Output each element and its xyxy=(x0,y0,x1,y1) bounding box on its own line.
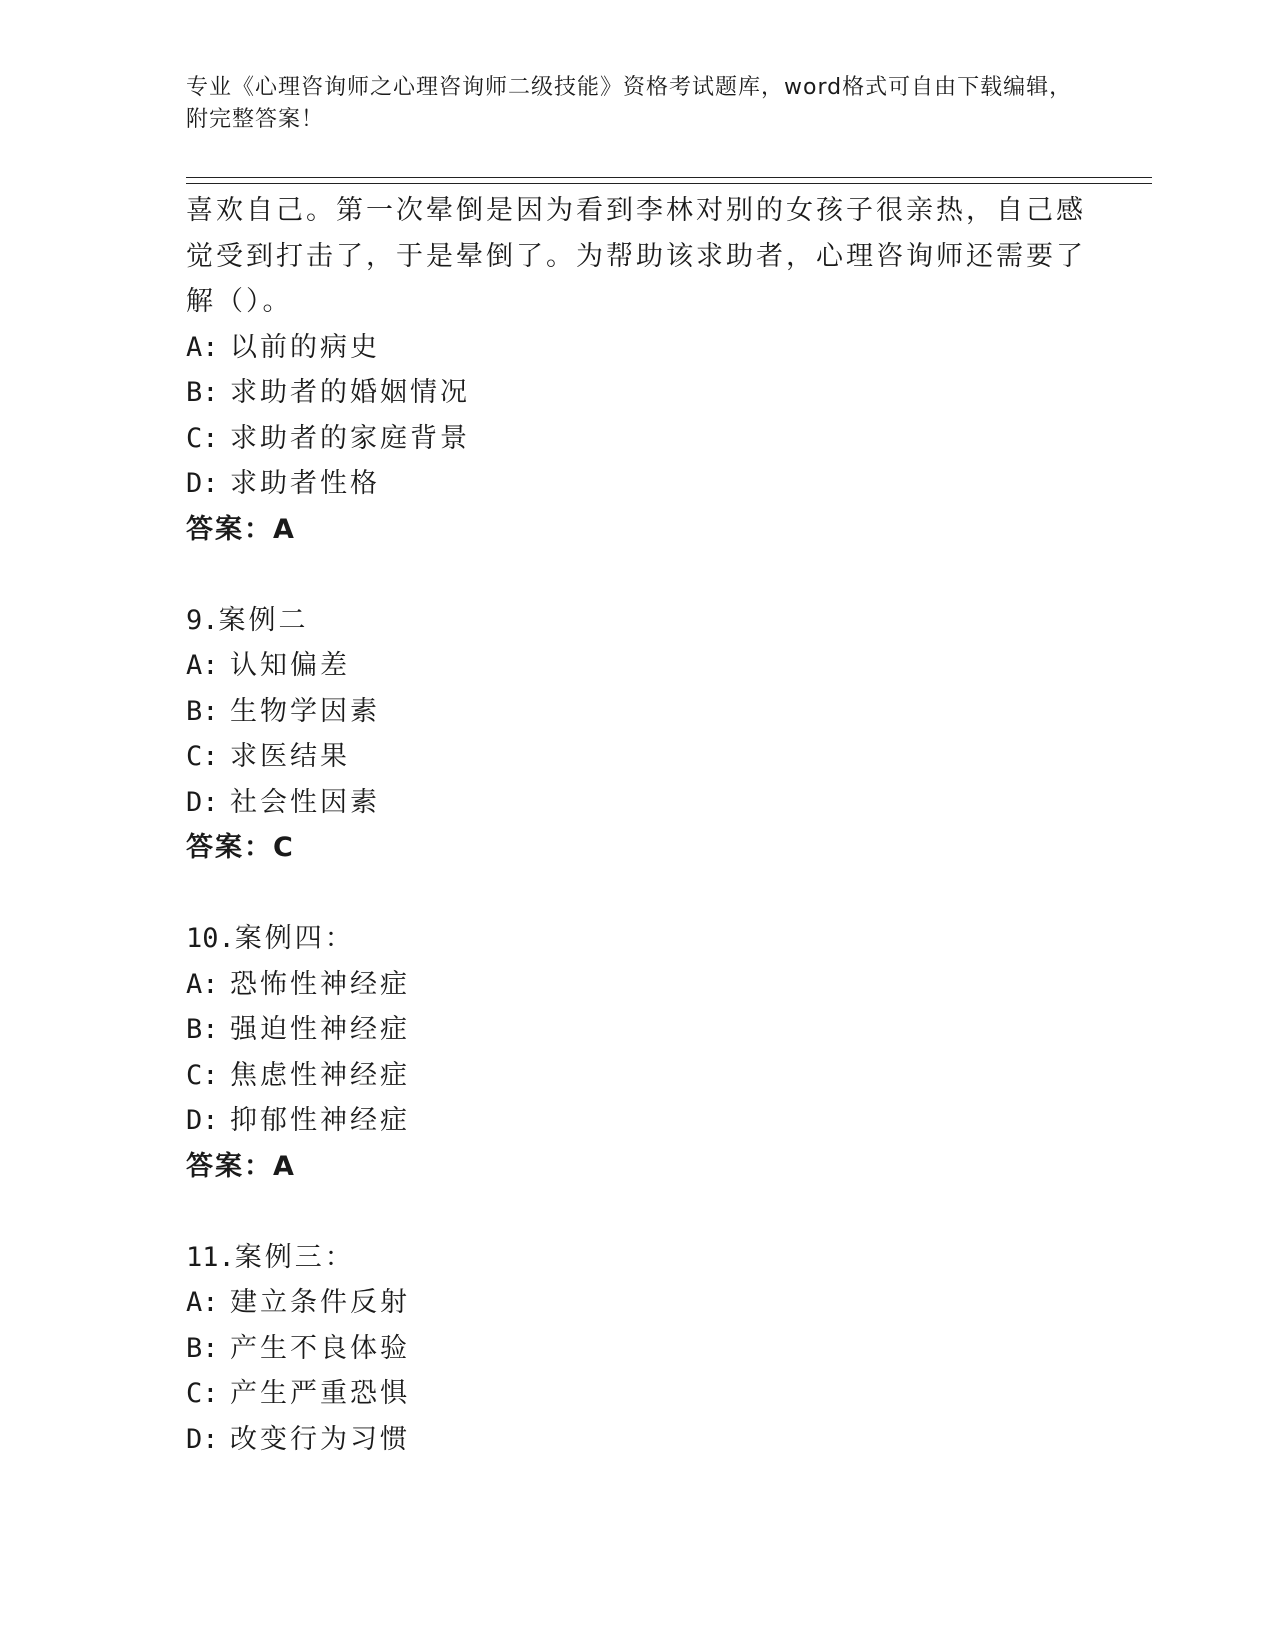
answer-line: 答案：A xyxy=(186,1150,296,1182)
option-c xyxy=(186,1371,1076,1417)
option-letter: A: xyxy=(186,331,219,363)
option-d xyxy=(186,1098,1076,1144)
option-d xyxy=(186,780,1076,826)
answer-line: 答案：C xyxy=(186,832,295,863)
spacer xyxy=(186,552,1076,598)
option-b xyxy=(186,370,1076,416)
option-text: 求医结果 xyxy=(230,741,350,772)
option-letter: A: xyxy=(186,650,219,681)
option-letter: C: xyxy=(186,1059,219,1091)
option-b xyxy=(186,1007,1076,1053)
option-text: 建立条件反射 xyxy=(230,1287,410,1318)
option-a xyxy=(186,643,1076,689)
question-title-text: 案例三： xyxy=(234,1241,355,1273)
question-10 xyxy=(186,916,1076,1189)
option-letter: D: xyxy=(186,468,219,499)
option-text: 求助者的家庭背景 xyxy=(230,422,470,454)
spacer xyxy=(186,871,1076,917)
option-c xyxy=(186,416,1076,462)
option-text: 恐怖性神经症 xyxy=(230,968,410,1000)
option-letter: C: xyxy=(186,1378,219,1409)
option-letter: D: xyxy=(186,1423,219,1455)
spacer xyxy=(186,1189,1076,1235)
option-d xyxy=(186,461,1076,507)
question-text-line: 喜欢自己。第一次晕倒是因为看到李林对别的女孩子很亲热，自己感 xyxy=(186,195,1086,226)
option-text: 认知偏差 xyxy=(230,650,350,681)
option-d xyxy=(186,1417,1076,1463)
option-text: 焦虑性神经症 xyxy=(230,1059,410,1091)
option-letter: D: xyxy=(186,1105,219,1136)
question-11 xyxy=(186,1235,1076,1463)
header-rule-bottom xyxy=(186,183,1152,184)
option-text: 求助者的婚姻情况 xyxy=(230,377,470,408)
option-text: 以前的病史 xyxy=(230,331,380,363)
option-c xyxy=(186,1053,1076,1099)
question-9 xyxy=(186,598,1076,871)
option-text: 生物学因素 xyxy=(230,695,380,727)
document-header: 专业《心理咨询师之心理咨询师二级技能》资格考试题库，word格式可自由下载编辑，附完整答案！ xyxy=(186,75,1073,132)
option-a xyxy=(186,962,1076,1008)
option-text: 产生严重恐惧 xyxy=(230,1378,410,1409)
option-text: 求助者性格 xyxy=(230,468,380,499)
question-title xyxy=(186,1235,1076,1281)
option-text: 产生不良体验 xyxy=(230,1332,410,1364)
option-b xyxy=(186,689,1076,735)
answer-line: 答案：A xyxy=(186,513,296,545)
option-letter: A: xyxy=(186,1287,219,1318)
option-c xyxy=(186,734,1076,780)
option-letter: B: xyxy=(186,1014,219,1045)
option-text: 强迫性神经症 xyxy=(230,1014,410,1045)
option-a xyxy=(186,1280,1076,1326)
question-text-line: 觉受到打击了，于是晕倒了。为帮助该求助者，心理咨询师还需要了 xyxy=(186,240,1086,272)
option-letter: C: xyxy=(186,741,219,772)
option-letter: A: xyxy=(186,968,219,1000)
option-a xyxy=(186,325,1076,371)
question-title xyxy=(186,916,1076,962)
option-text: 抑郁性神经症 xyxy=(230,1105,410,1136)
option-letter: B: xyxy=(186,377,219,408)
option-letter: C: xyxy=(186,422,219,454)
option-text: 改变行为习惯 xyxy=(230,1423,410,1455)
option-letter: B: xyxy=(186,1332,219,1364)
question-title xyxy=(186,598,1076,644)
question-content xyxy=(186,188,1086,1462)
question-title-text: 案例四： xyxy=(234,923,355,954)
option-letter: D: xyxy=(186,786,219,818)
question-title-text: 案例二 xyxy=(218,604,309,636)
question-number: 11. xyxy=(186,1241,235,1273)
question-text-line: 解（）。 xyxy=(186,286,293,317)
continued-question xyxy=(186,188,1086,552)
question-number: 9. xyxy=(186,604,219,636)
question-number: 10. xyxy=(186,923,235,954)
option-letter: B: xyxy=(186,695,219,727)
option-text: 社会性因素 xyxy=(230,786,380,818)
option-b xyxy=(186,1326,1076,1372)
header-rule-top xyxy=(186,177,1152,178)
